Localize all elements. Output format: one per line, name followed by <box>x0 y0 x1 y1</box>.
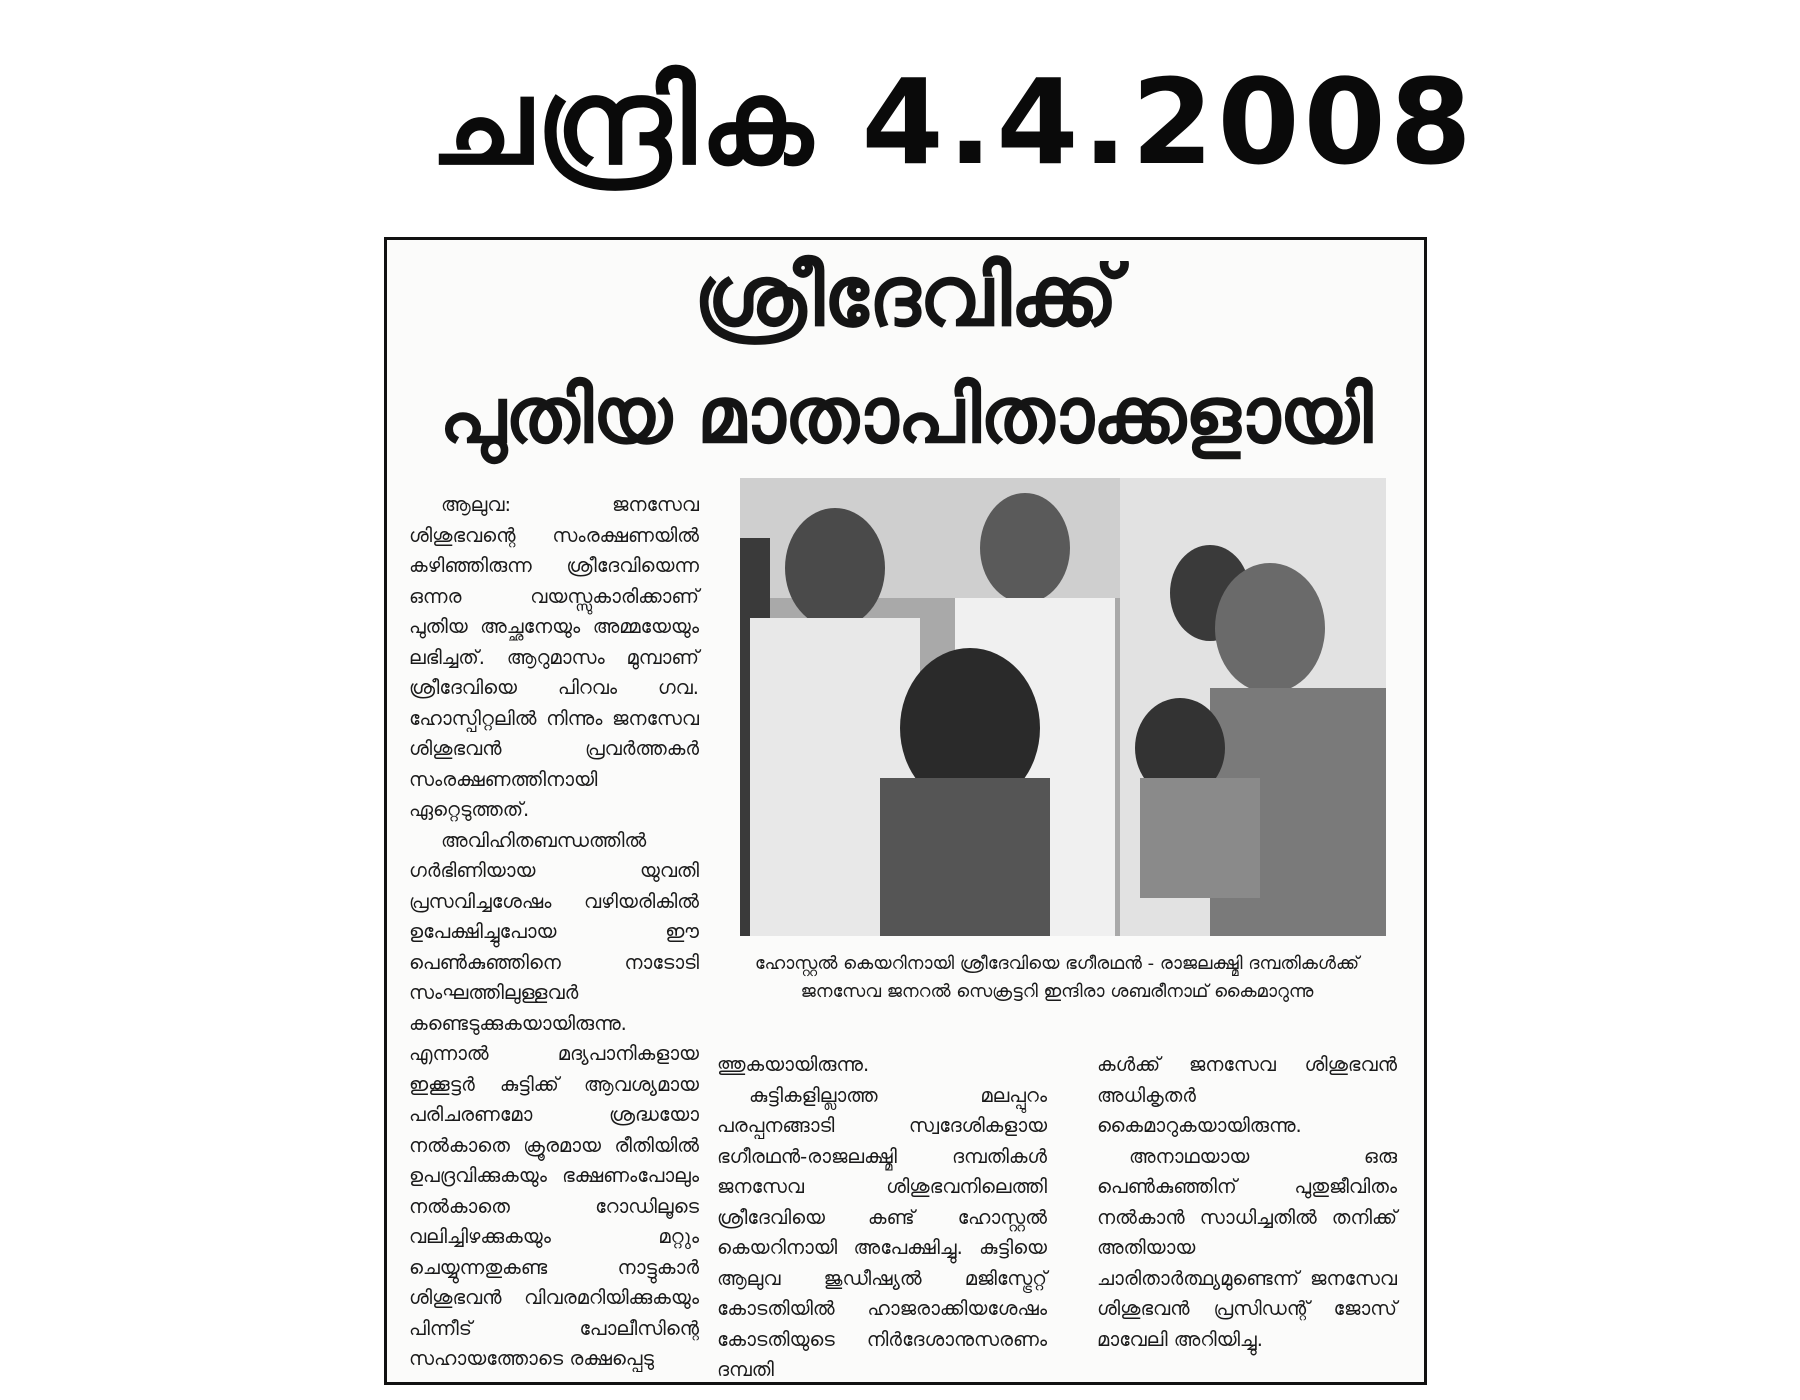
photo-illustration <box>740 478 1386 936</box>
news-clipping <box>384 237 1427 1385</box>
paragraph: അവിഹിതബന്ധത്തിൽ ഗർഭിണിയായ യുവതി പ്രസവിച്ചശേഷം വഴിയരികിൽ ഉപേക്ഷിച്ചുപോയ ഈ പെൺകുഞ്ഞിനെ നാടോടി സംഘത്തിലുള്ളവർ കണ്ടെടുക്കുകയായിരുന്നു. എന്നാൽ മദ്യപാനികളായ ഇക്കൂട്ടർ കുട്ടിക്ക് ആവശ്യമായ പരിചരണമോ ശ്രദ്ധയോ നൽകാതെ ക്രൂരമായ രീതിയിൽ ഉപദ്രവിക്കുകയും ഭക്ഷണംപോലും നൽകാതെ റോഡിലൂടെ വലിച്ചിഴക്കുകയും മറ്റും ചെയ്യുന്നതുകണ്ട നാട്ടുകാർ ശിശുഭവൻ വിവരമറിയിക്കുകയും പിന്നീട് പോലീസിന്റെ സഹായത്തോടെ രക്ഷപ്പെടു <box>409 828 699 1370</box>
newspaper-date-title: ചന്ദ്രിക 4.4.2008 <box>430 53 1476 191</box>
article-column-1 <box>409 490 699 1375</box>
next-clipping-edge <box>580 1388 1220 1396</box>
paragraph: ത്തുകയായിരുന്നു. <box>717 1053 870 1076</box>
paragraph: കൾക്ക് ജനസേവ ശിശുഭവൻ അധികൃതർ കൈമാറുകയായിരുന്നു. <box>1097 1053 1397 1137</box>
paragraph: ആലുവ: ജനസേവ ശിശുഭവന്റെ സംരക്ഷണയിൽ കഴിഞ്ഞിരുന്ന ശ്രീദേവിയെന്ന ഒന്നര വയസ്സുകാരിക്കാണ് പുതിയ അച്ഛനേയും അമ്മയേയും ലഭിച്ചത്. ആറുമാസം മുമ്പാണ് ശ്രീദേവിയെ പിറവം ഗവ. ഹോസ്പിറ്റലിൽ നിന്നും ജനസേവ ശിശുഭവൻ പ്രവർത്തകർ സംരക്ഷണത്തിനായി ഏറ്റെടുത്തത്. <box>409 493 699 821</box>
article-column-3 <box>1097 1050 1397 1355</box>
news-photo <box>740 478 1386 936</box>
article-column-2 <box>717 1050 1047 1385</box>
paragraph: അനാഥയായ ഒരു പെൺകുഞ്ഞിന് പുതുജീവിതം നൽകാൻ സാധിച്ചതിൽ തനിക്ക് അതിയായ ചാരിതാർത്ഥ്യമുണ്ടെന്ന് ജനസേവ ശിശുഭവൻ പ്രസിഡന്റ് ജോസ് മാവേലി അറിയിച്ചു. <box>1097 1144 1397 1351</box>
paragraph: കുട്ടികളില്ലാത്ത മലപ്പുറം പരപ്പനങ്ങാടി സ്വദേശികളായ ഭഗീരഥൻ-രാജലക്ഷ്മി ദമ്പതികൾ ജനസേവ ശിശുഭവനിലെത്തി ശ്രീദേവിയെ കണ്ട് ഹോസ്റ്റൽ കെയറിനായി അപേക്ഷിച്ചു. കുട്ടിയെ ആലുവ ജുഡീഷ്യൽ മജിസ്ട്രേറ്റ് കോടതിയിൽ ഹാജരാക്കിയശേഷം കോടതിയുടെ നിർദേശാനുസരണം ദമ്പതി <box>717 1083 1047 1381</box>
headline-line-2: പുതിയ മാതാപിതാക്കളായി <box>439 371 1372 461</box>
photo-caption: ഹോസ്റ്റൽ കെയറിനായി ശ്രീദേവിയെ ഭഗീരഥൻ - രാജലക്ഷ്മി ദമ്പതികൾക്ക് ജനസേവ ജനറൽ സെക്രട്ടറി ഇന്ദിരാ ശബരീനാഥ് കൈമാറുന്നു <box>754 953 1360 1002</box>
headline-line-1: ശ്രീദേവിക്ക് <box>693 247 1118 345</box>
